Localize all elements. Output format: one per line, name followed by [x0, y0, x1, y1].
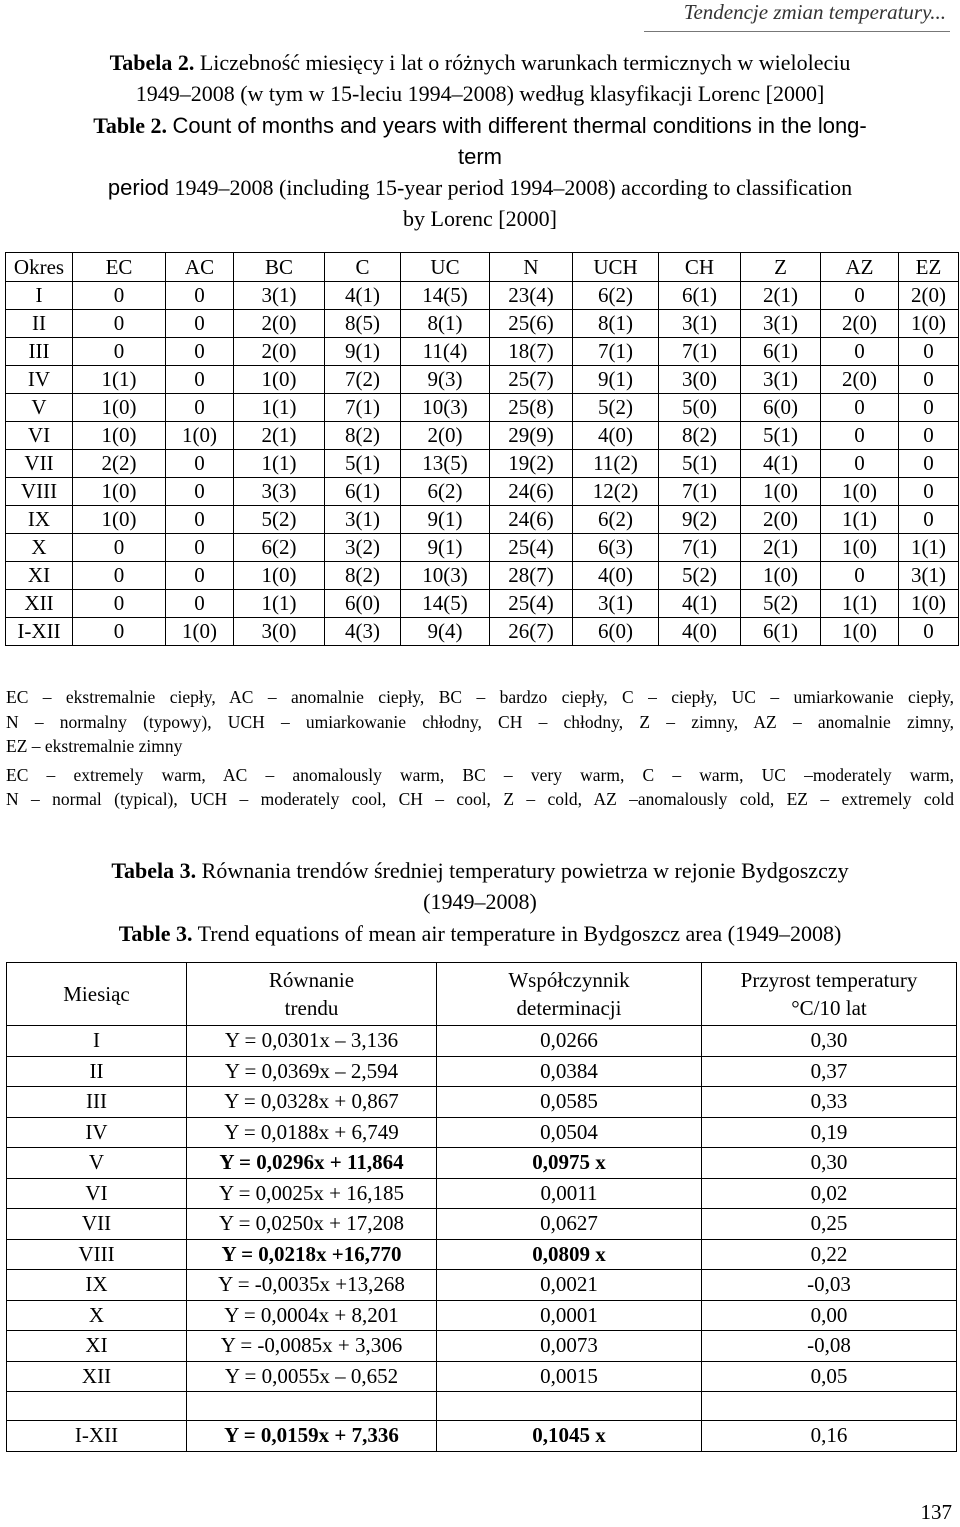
- table2-caption-pl: [0, 47, 960, 109]
- table-cell: 1(0): [234, 366, 325, 394]
- table-row: [6, 450, 959, 478]
- table-cell: 8(2): [659, 422, 741, 450]
- table-row: [7, 1421, 957, 1452]
- table-cell: 0: [73, 618, 166, 646]
- table-cell: 2(0): [821, 366, 899, 394]
- table-cell: 0: [899, 394, 959, 422]
- table-cell: 0: [166, 590, 234, 618]
- table-cell: 1(0): [73, 478, 166, 506]
- table-cell: 0: [821, 422, 899, 450]
- table-cell: Y = 0,0025x + 16,185: [187, 1178, 437, 1209]
- table-cell: 0,0001: [437, 1300, 702, 1331]
- table-cell: 0,02: [702, 1178, 957, 1209]
- table-cell: 2(0): [401, 422, 490, 450]
- table-row: [6, 590, 959, 618]
- table-row: [6, 618, 959, 646]
- table-cell: EC: [73, 253, 166, 282]
- table-cell: 4(1): [741, 450, 821, 478]
- table-cell: I-XII: [7, 1421, 187, 1452]
- table-cell: 2(0): [234, 338, 325, 366]
- table-cell: IX: [6, 506, 73, 534]
- table-cell: 1(0): [73, 506, 166, 534]
- table-cell: 5(1): [659, 450, 741, 478]
- table3-caption-pl: [0, 855, 960, 917]
- table-cell: 0,25: [702, 1209, 957, 1240]
- table-cell: 5(2): [741, 590, 821, 618]
- table-cell: III: [7, 1087, 187, 1118]
- table-cell: 0,37: [702, 1056, 957, 1087]
- table-cell: Y = -0,0035x +13,268: [187, 1270, 437, 1301]
- table-cell: 3(1): [741, 310, 821, 338]
- table-cell: 7(1): [325, 394, 401, 422]
- table-cell: Y = 0,0296x + 11,864: [187, 1148, 437, 1179]
- table-cell: 18(7): [490, 338, 573, 366]
- table-cell: II: [6, 310, 73, 338]
- table-cell: 1(0): [741, 562, 821, 590]
- table-cell: XII: [6, 590, 73, 618]
- table-cell: 14(5): [401, 282, 490, 310]
- header-month: Miesiąc: [7, 963, 187, 1026]
- table2-caption-en: [0, 110, 960, 234]
- table-cell: 6(2): [234, 534, 325, 562]
- table-cell: X: [6, 534, 73, 562]
- table-cell: N: [490, 253, 573, 282]
- table-cell: 6(1): [325, 478, 401, 506]
- table-cell: 19(2): [490, 450, 573, 478]
- table-row: [7, 1026, 957, 1057]
- table2-caption-en-line3: period 1949–2008 (including 15-year period 1994–2008) according to classification: [107, 175, 853, 200]
- table-cell: 0: [899, 450, 959, 478]
- table-cell: 0,0011: [437, 1178, 702, 1209]
- table-cell: 4(0): [573, 422, 659, 450]
- table-cell: 8(2): [325, 562, 401, 590]
- table-row: [6, 422, 959, 450]
- table-cell: 6(1): [659, 282, 741, 310]
- table-cell: 0: [166, 562, 234, 590]
- table2-caption-pl-line1: Tabela 2. Liczebność miesięcy i lat o różnych warunkach termicznych w wieloleciu: [109, 50, 851, 75]
- table2-legend: [6, 685, 954, 812]
- table-cell: 9(4): [401, 618, 490, 646]
- header-equation: Równanie trendu: [187, 963, 437, 1026]
- table3-header-row: [7, 963, 957, 1026]
- table-cell: 3(1): [899, 562, 959, 590]
- table-cell: 25(4): [490, 590, 573, 618]
- table-cell: 0,0585: [437, 1087, 702, 1118]
- table-row: [7, 1117, 957, 1148]
- table-cell: VII: [7, 1209, 187, 1240]
- table-cell: Y = 0,0218x +16,770: [187, 1239, 437, 1270]
- table-cell: Y = 0,0188x + 6,749: [187, 1117, 437, 1148]
- table-cell: 6(3): [573, 534, 659, 562]
- table-cell: 0,33: [702, 1087, 957, 1118]
- table-row: [7, 1239, 957, 1270]
- table-cell: -0,03: [702, 1270, 957, 1301]
- table-cell: IV: [7, 1117, 187, 1148]
- table-cell: 1(0): [899, 310, 959, 338]
- table-cell: 9(1): [573, 366, 659, 394]
- table-cell: 0,22: [702, 1239, 957, 1270]
- table-cell: VI: [6, 422, 73, 450]
- table-cell: 0: [73, 282, 166, 310]
- table-cell: Y = 0,0004x + 8,201: [187, 1300, 437, 1331]
- table-cell: BC: [234, 253, 325, 282]
- table-cell: 13(5): [401, 450, 490, 478]
- table-row: [7, 1148, 957, 1179]
- running-header: Tendencje zmian temperatury...: [644, 0, 950, 32]
- table-cell: 8(1): [573, 310, 659, 338]
- table-cell: 1(0): [73, 422, 166, 450]
- table-row: [7, 1270, 957, 1301]
- table-cell: 7(1): [659, 534, 741, 562]
- table2-caption-en-line2: term: [458, 144, 502, 169]
- table-row: [7, 1300, 957, 1331]
- table-cell: 1(1): [73, 366, 166, 394]
- table-cell: 8(2): [325, 422, 401, 450]
- table-cell: V: [6, 394, 73, 422]
- table-cell: 1(0): [899, 590, 959, 618]
- table-cell: 7(2): [325, 366, 401, 394]
- table3-caption-pl-line2: (1949–2008): [423, 889, 537, 914]
- table-cell: 0,30: [702, 1026, 957, 1057]
- table-cell: 0: [73, 590, 166, 618]
- table-cell: 1(1): [821, 590, 899, 618]
- table-cell: 4(1): [659, 590, 741, 618]
- table-cell: 8(1): [401, 310, 490, 338]
- table-cell: 0,0073: [437, 1331, 702, 1362]
- table-cell: 9(1): [325, 338, 401, 366]
- legend-pl-line1: EC – ekstremalnie ciepły, AC – anomalnie ciepły, BC – bardzo ciepły, C – ciepły, UC – umiarkowanie ciepły,: [6, 687, 954, 707]
- table-cell: XII: [7, 1361, 187, 1392]
- table-cell: X: [7, 1300, 187, 1331]
- table-cell: 29(9): [490, 422, 573, 450]
- table-cell: 2(0): [821, 310, 899, 338]
- table-cell: 10(3): [401, 562, 490, 590]
- table-cell: UC: [401, 253, 490, 282]
- table-cell: 0,0504: [437, 1117, 702, 1148]
- table-cell: 9(1): [401, 534, 490, 562]
- table-cell: XI: [7, 1331, 187, 1362]
- table-cell: 0: [821, 394, 899, 422]
- table-cell: I-XII: [6, 618, 73, 646]
- table-cell: V: [7, 1148, 187, 1179]
- table-cell: 1(0): [73, 394, 166, 422]
- table-cell: 0: [821, 282, 899, 310]
- table-cell: 0: [73, 310, 166, 338]
- table-cell: 1(1): [234, 450, 325, 478]
- table-cell: 0,0384: [437, 1056, 702, 1087]
- legend-en-line1: EC – extremely warm, AC – anomalously warm, BC – very warm, C – warm, UC –moderately warm,: [6, 764, 954, 785]
- table-row: [6, 310, 959, 338]
- table-cell: 0: [166, 366, 234, 394]
- table-cell: Y = 0,0369x – 2,594: [187, 1056, 437, 1087]
- table-cell: I: [7, 1026, 187, 1057]
- header-increase: Przyrost temperatury °C/10 lat: [702, 963, 957, 1026]
- table-cell: 24(6): [490, 506, 573, 534]
- table-cell: AZ: [821, 253, 899, 282]
- table-cell: Y = 0,0301x – 3,136: [187, 1026, 437, 1057]
- table-cell: VIII: [7, 1239, 187, 1270]
- table-cell: 0,0627: [437, 1209, 702, 1240]
- table-cell: 0: [73, 562, 166, 590]
- table-cell: 0,16: [702, 1421, 957, 1452]
- table-cell: 0,30: [702, 1148, 957, 1179]
- table-cell: 25(7): [490, 366, 573, 394]
- table-cell: 0: [899, 366, 959, 394]
- table-cell: 23(4): [490, 282, 573, 310]
- table-cell: 0: [821, 450, 899, 478]
- table-spacer-row: [7, 1392, 957, 1421]
- table-cell: 3(1): [325, 506, 401, 534]
- table-cell: 0,1045 x: [437, 1421, 702, 1452]
- empty-cell: [187, 1392, 437, 1421]
- table-cell: 0: [166, 310, 234, 338]
- table-cell: 2(1): [741, 534, 821, 562]
- table-cell: 1(0): [166, 618, 234, 646]
- table-cell: Okres: [6, 253, 73, 282]
- table-cell: 7(1): [659, 338, 741, 366]
- table-cell: 2(2): [73, 450, 166, 478]
- table-cell: 4(1): [325, 282, 401, 310]
- table2-caption-pl-line2: 1949–2008 (w tym w 15-leciu 1994–2008) według klasyfikacji Lorenc [2000]: [135, 81, 825, 106]
- table-cell: 6(1): [741, 338, 821, 366]
- table-row: [7, 1087, 957, 1118]
- table-cell: 9(1): [401, 506, 490, 534]
- table-cell: 5(2): [573, 394, 659, 422]
- table-cell: 8(5): [325, 310, 401, 338]
- table-cell: IV: [6, 366, 73, 394]
- table-cell: 6(2): [573, 506, 659, 534]
- table-cell: VI: [7, 1178, 187, 1209]
- table-cell: 2(1): [234, 422, 325, 450]
- table-cell: 6(0): [741, 394, 821, 422]
- page-number: 137: [920, 1500, 952, 1524]
- table-cell: 4(0): [573, 562, 659, 590]
- table-row: [6, 534, 959, 562]
- table-cell: Y = 0,0159x + 7,336: [187, 1421, 437, 1452]
- table-cell: CH: [659, 253, 741, 282]
- table-cell: EZ: [899, 253, 959, 282]
- table-cell: 11(4): [401, 338, 490, 366]
- table-cell: 25(4): [490, 534, 573, 562]
- table2-caption-en-line1: Table 2. Count of months and years with different thermal conditions in the long-: [93, 113, 867, 138]
- table-cell: 0: [166, 394, 234, 422]
- table-row: [6, 366, 959, 394]
- table-cell: 2(1): [741, 282, 821, 310]
- table-cell: VII: [6, 450, 73, 478]
- table-cell: 9(2): [659, 506, 741, 534]
- table-cell: 0: [899, 422, 959, 450]
- table-cell: 3(0): [234, 618, 325, 646]
- table-cell: 7(1): [659, 478, 741, 506]
- table-cell: 1(0): [234, 562, 325, 590]
- table-row: [7, 1331, 957, 1362]
- table-cell: 0,19: [702, 1117, 957, 1148]
- table-cell: Y = 0,0328x + 0,867: [187, 1087, 437, 1118]
- table-cell: 5(1): [741, 422, 821, 450]
- table-row: [6, 394, 959, 422]
- table-cell: 5(0): [659, 394, 741, 422]
- table-cell: 5(2): [234, 506, 325, 534]
- table-cell: C: [325, 253, 401, 282]
- table-cell: 24(6): [490, 478, 573, 506]
- table-cell: 0: [821, 562, 899, 590]
- table-cell: 0: [166, 282, 234, 310]
- table-cell: 0,0015: [437, 1361, 702, 1392]
- table-cell: 0: [73, 534, 166, 562]
- header-determination: Współczynnik determinacji: [437, 963, 702, 1026]
- table-row: [7, 1361, 957, 1392]
- table-cell: 11(2): [573, 450, 659, 478]
- table-row: [6, 282, 959, 310]
- table-cell: 4(3): [325, 618, 401, 646]
- legend-en-line2: N – normal (typical), UCH – moderately cool, CH – cool, Z – cold, AZ –anomalously cold, EZ – extremely cold: [6, 789, 954, 809]
- table-row: [7, 1056, 957, 1087]
- table-cell: 1(0): [821, 618, 899, 646]
- table3-caption-pl-line1: Tabela 3. Równania trendów średniej temperatury powietrza w rejonie Bydgoszczy: [111, 858, 849, 883]
- legend-pl-line2: N – normalny (typowy), UCH – umiarkowanie chłodny, CH – chłodny, Z – zimny, AZ – anomalnie zimny,: [6, 711, 954, 732]
- table2-caption-en-line4: by Lorenc [2000]: [403, 206, 557, 231]
- table-cell: 0: [73, 338, 166, 366]
- table2-thermal-classes: [5, 252, 959, 646]
- table-cell: 1(1): [234, 394, 325, 422]
- table-cell: 7(1): [573, 338, 659, 366]
- table-cell: III: [6, 338, 73, 366]
- table-cell: Y = -0,0085x + 3,306: [187, 1331, 437, 1362]
- table-cell: 4(0): [659, 618, 741, 646]
- table-cell: 0: [899, 506, 959, 534]
- table-cell: 26(7): [490, 618, 573, 646]
- table-cell: 0: [166, 506, 234, 534]
- table-row: [7, 1178, 957, 1209]
- table-cell: 0: [899, 338, 959, 366]
- table-cell: 6(2): [573, 282, 659, 310]
- table-cell: Z: [741, 253, 821, 282]
- table-cell: 0: [166, 450, 234, 478]
- table-cell: 6(0): [573, 618, 659, 646]
- table-cell: 3(1): [741, 366, 821, 394]
- legend-pl-line3: EZ – ekstremalnie zimny: [6, 736, 183, 756]
- table-row: [6, 562, 959, 590]
- empty-cell: [437, 1392, 702, 1421]
- table-cell: IX: [7, 1270, 187, 1301]
- table-cell: II: [7, 1056, 187, 1087]
- table-cell: 9(3): [401, 366, 490, 394]
- table-cell: 1(0): [741, 478, 821, 506]
- table-cell: 6(0): [325, 590, 401, 618]
- table-cell: 0,0021: [437, 1270, 702, 1301]
- table-cell: 1(1): [899, 534, 959, 562]
- table-cell: 3(2): [325, 534, 401, 562]
- table-cell: 0,0809 x: [437, 1239, 702, 1270]
- table-cell: -0,08: [702, 1331, 957, 1362]
- table-cell: 0: [821, 338, 899, 366]
- table-cell: 0,0975 x: [437, 1148, 702, 1179]
- table-cell: 25(6): [490, 310, 573, 338]
- table-cell: 2(0): [234, 310, 325, 338]
- table-cell: 3(1): [234, 282, 325, 310]
- table-row: [6, 338, 959, 366]
- table-row: [6, 506, 959, 534]
- table-cell: 28(7): [490, 562, 573, 590]
- table-cell: 10(3): [401, 394, 490, 422]
- table-cell: 0,00: [702, 1300, 957, 1331]
- empty-cell: [702, 1392, 957, 1421]
- table-cell: 14(5): [401, 590, 490, 618]
- table-cell: VIII: [6, 478, 73, 506]
- table-cell: 3(0): [659, 366, 741, 394]
- table-cell: 0: [166, 534, 234, 562]
- empty-cell: [7, 1392, 187, 1421]
- table-cell: 6(2): [401, 478, 490, 506]
- table-cell: 12(2): [573, 478, 659, 506]
- table-cell: 5(1): [325, 450, 401, 478]
- table-cell: 3(3): [234, 478, 325, 506]
- table-cell: 1(1): [821, 506, 899, 534]
- table-cell: 5(2): [659, 562, 741, 590]
- table-cell: Y = 0,0055x – 0,652: [187, 1361, 437, 1392]
- table2-header-row: [6, 253, 959, 282]
- table-cell: 2(0): [899, 282, 959, 310]
- table-cell: 0: [166, 478, 234, 506]
- table3-trend-equations: [6, 962, 957, 1452]
- table-cell: 3(1): [659, 310, 741, 338]
- table-cell: 3(1): [573, 590, 659, 618]
- table-cell: 0,05: [702, 1361, 957, 1392]
- table-cell: 1(0): [821, 478, 899, 506]
- table-row: [6, 478, 959, 506]
- table-cell: 0,0266: [437, 1026, 702, 1057]
- table-cell: UCH: [573, 253, 659, 282]
- table-cell: I: [6, 282, 73, 310]
- table-cell: XI: [6, 562, 73, 590]
- table-cell: Y = 0,0250x + 17,208: [187, 1209, 437, 1240]
- table-cell: 1(1): [234, 590, 325, 618]
- table-cell: 6(1): [741, 618, 821, 646]
- table-cell: 1(0): [166, 422, 234, 450]
- table3-caption-en: Table 3. Trend equations of mean air temperature in Bydgoszcz area (1949–2008): [118, 921, 842, 946]
- table-cell: 1(0): [821, 534, 899, 562]
- table-cell: 0: [166, 338, 234, 366]
- table-cell: AC: [166, 253, 234, 282]
- table-cell: 0: [899, 478, 959, 506]
- table-cell: 0: [899, 618, 959, 646]
- table-row: [7, 1209, 957, 1240]
- table-cell: 2(0): [741, 506, 821, 534]
- table-cell: 25(8): [490, 394, 573, 422]
